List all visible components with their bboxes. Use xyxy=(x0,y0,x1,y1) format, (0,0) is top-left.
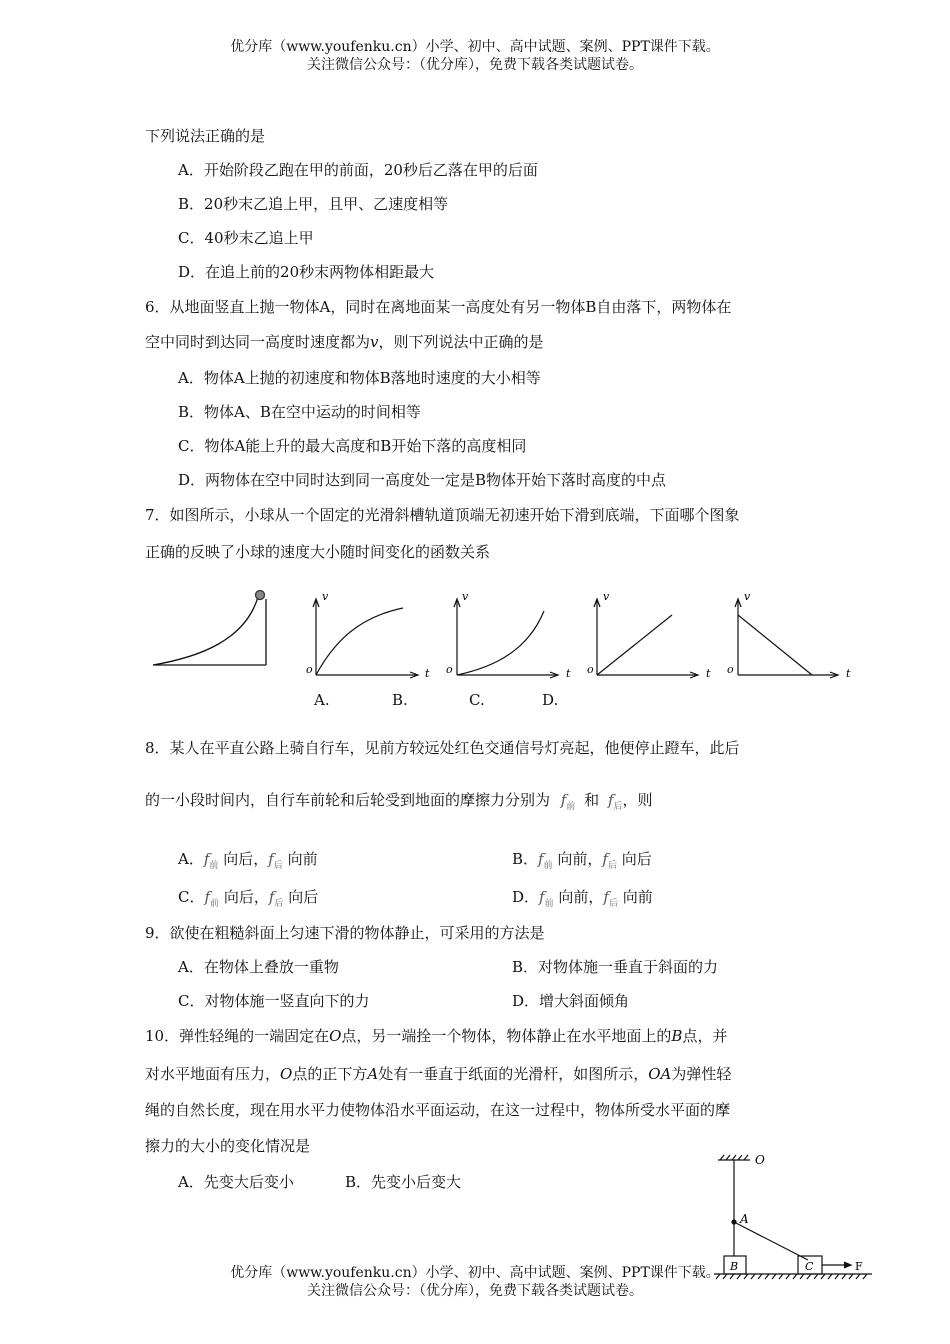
q7-label-c: C. xyxy=(469,691,485,709)
fig-label-a: A xyxy=(740,1212,749,1226)
q7-graph-c xyxy=(594,599,698,678)
graph-d-line xyxy=(738,615,812,675)
q7-line-2: 正确的反映了小球的速度大小随时间变化的函数关系 xyxy=(145,543,491,561)
q8-and: 和 xyxy=(584,791,600,809)
graph-c-v-label: v xyxy=(603,590,610,603)
graph-d-t-label: t xyxy=(846,667,851,680)
graph-c-line xyxy=(597,615,672,675)
fig-label-c: C xyxy=(805,1260,814,1273)
q9-stem: 9．欲使在粗糙斜面上匀速下滑的物体静止，可采用的方法是 xyxy=(145,924,545,942)
q8-line-1: 8．某人在平直公路上骑自行车，见前方较远处红色交通信号灯亮起，他便停止蹬车，此后 xyxy=(145,739,740,757)
q10-line-4: 擦力的大小的变化情况是 xyxy=(145,1137,311,1155)
q9-option-b: B．对物体施一垂直于斜面的力 xyxy=(512,958,719,976)
graph-d-origin: o xyxy=(727,663,734,676)
footer-line-2: 关注微信公众号：（优分库），免费下载各类试题试卷。 xyxy=(307,1283,643,1299)
q8-f-rear-symbol: $f_后$ xyxy=(607,791,623,812)
graph-c-t-label: t xyxy=(706,667,711,680)
graph-d-v-label: v xyxy=(744,590,751,603)
graph-c-origin: o xyxy=(587,663,594,676)
graph-a-t-label: t xyxy=(425,667,430,680)
q7-track-diagram xyxy=(153,591,266,666)
ceiling-hatch xyxy=(720,1155,748,1160)
q6-line-2b: ，则下列说法中正确的是 xyxy=(378,333,544,351)
q7-label-b: B. xyxy=(392,691,408,709)
q5-stem: 下列说法正确的是 xyxy=(145,127,266,145)
q6-option-b: B．物体A、B在空中运动的时间相等 xyxy=(178,403,421,421)
graph-b-v-label: v xyxy=(462,590,469,603)
rope-to-c xyxy=(734,1222,808,1260)
graph-a-origin: o xyxy=(306,663,313,676)
q10-figure xyxy=(700,1148,880,1288)
q8-option-c: C．$f_前$ 向后，$f_后$ 向后 xyxy=(178,888,319,909)
force-arrowhead xyxy=(844,1262,851,1268)
track-curve xyxy=(153,597,258,665)
q8-option-b: B．$f_前$ 向前，$f_后$ 向后 xyxy=(512,850,652,871)
q6-line-2a: 空中同时到达同一高度时速度都为 xyxy=(145,333,371,351)
q6-option-a: A．物体A上抛的初速度和物体B落地时速度的大小相等 xyxy=(178,369,541,387)
q8-option-a: A．$f_前$ 向后，$f_后$ 向前 xyxy=(178,850,318,871)
q5-option-a: A．开始阶段乙跑在甲的前面，20秒后乙落在甲的后面 xyxy=(178,161,538,179)
q6-line-2 xyxy=(145,332,544,352)
q5-option-c: C．40秒末乙追上甲 xyxy=(178,229,314,247)
fig-label-b: B xyxy=(730,1260,739,1273)
q8-line-2-text: 的一小段时间内，自行车前轮和后轮受到地面的摩擦力分别为 xyxy=(145,791,551,809)
q5-option-d: D．在追上前的20秒末两物体相距最大 xyxy=(178,263,435,281)
q10-line-2: 对水平地面有压力，O点的正下方A处有一垂直于纸面的光滑杆，如图所示，OA为弹性轻 xyxy=(145,1065,732,1083)
q6-line-1: 6．从地面竖直上抛一物体A，同时在离地面某一高度处有另一物体B自由落下，两物体在 xyxy=(145,298,732,316)
footer-line-1: 优分库（www.youfenku.cn）小学、初中、高中试题、案例、PPT课件下载。 xyxy=(230,1265,720,1281)
q6-option-c: C．物体A能上升的最大高度和B开始下落的高度相同 xyxy=(178,437,527,455)
fig-label-o: O xyxy=(755,1153,765,1167)
graph-b-origin: o xyxy=(446,663,453,676)
q7-graph-d xyxy=(735,599,838,678)
q9-option-c: C．对物体施一竖直向下的力 xyxy=(178,992,370,1010)
q6-v-symbol: v xyxy=(370,333,379,351)
ball xyxy=(256,591,265,600)
q7-graph-a xyxy=(313,599,418,678)
q7-label-a: A. xyxy=(314,691,330,709)
q7-line-1: 7．如图所示，小球从一个固定的光滑斜槽轨道顶端无初速开始下滑到底端，下面哪个图象 xyxy=(145,506,740,524)
q10-line-3: 绳的自然长度，现在用水平力使物体沿水平面运动，在这一过程中，物体所受水平面的摩 xyxy=(145,1101,731,1119)
q8-option-d: D．$f_前$ 向前，$f_后$ 向前 xyxy=(512,888,653,909)
q10-line-1: 10．弹性轻绳的一端固定在O点，另一端拴一个物体，物体静止在水平地面上的B点，并 xyxy=(145,1027,728,1045)
q10-option-a: A．先变大后变小 xyxy=(178,1173,294,1191)
graph-a-v-label: v xyxy=(322,590,329,603)
header-line-2: 关注微信公众号：（优分库），免费下载各类试题试卷。 xyxy=(307,57,643,73)
q8-line-2 xyxy=(145,790,653,813)
q7-label-d: D. xyxy=(542,691,559,709)
graph-b-curve xyxy=(457,611,544,675)
graph-b-t-label: t xyxy=(566,667,571,680)
graph-a-curve xyxy=(316,608,403,675)
header-line-1: 优分库（www.youfenku.cn）小学、初中、高中试题、案例、PPT课件下载。 xyxy=(230,39,720,55)
q6-option-d: D．两物体在空中同时达到同一高度处一定是B物体开始下落时高度的中点 xyxy=(178,471,667,489)
q7-graph-b xyxy=(454,599,558,678)
q9-option-a: A．在物体上叠放一重物 xyxy=(178,958,339,976)
q9-option-d: D．增大斜面倾角 xyxy=(512,992,630,1010)
q8-then: ，则 xyxy=(622,791,653,809)
q10-option-b: B．先变小后变大 xyxy=(345,1173,462,1191)
fig-label-f: F xyxy=(855,1260,863,1273)
q5-option-b: B．20秒末乙追上甲，且甲、乙速度相等 xyxy=(178,195,449,213)
q8-f-front-symbol: $f_前$ xyxy=(560,791,576,812)
ground-hatch xyxy=(716,1274,867,1279)
